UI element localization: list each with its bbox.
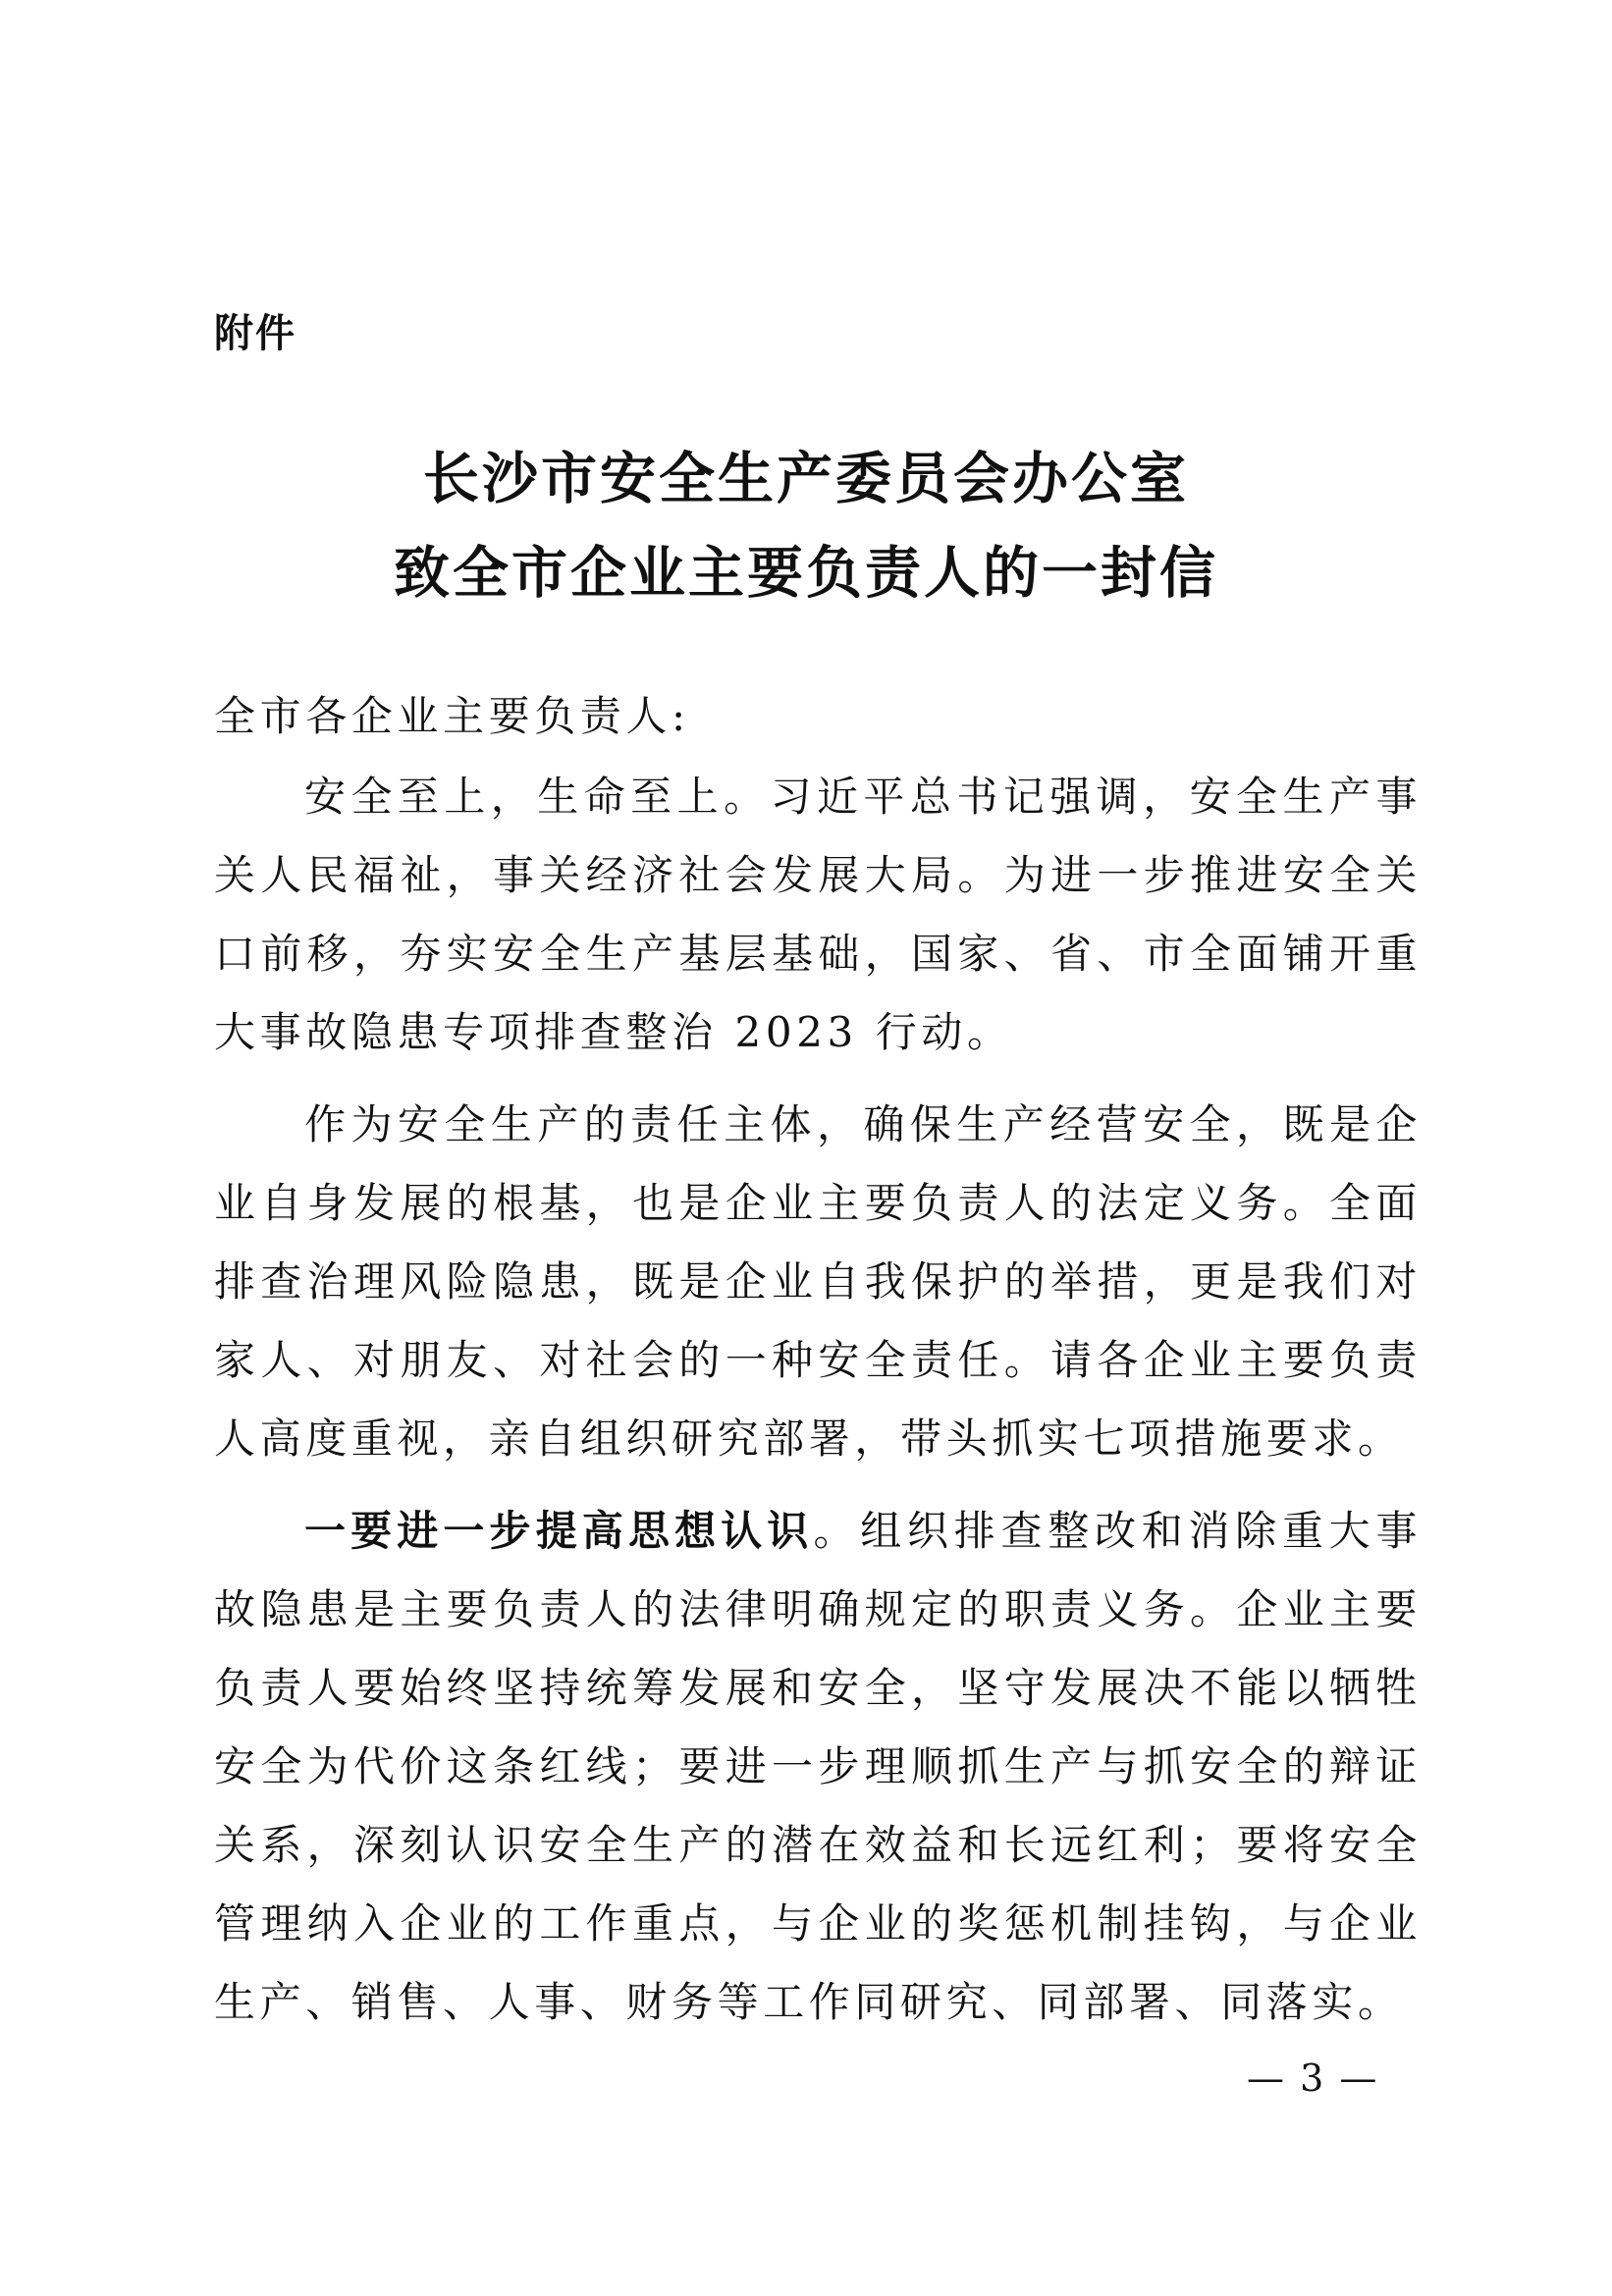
salutation: 全市各企业主要负责人: <box>214 692 690 740</box>
paragraph-3 <box>214 1492 1422 2042</box>
title-line-2: 致全市企业主要负责人的一封信 <box>394 540 1218 606</box>
paragraph-3-body: 。组织排查整改和消除重大事故隐患是主要负责人的法律明确规定的职责义务。企业主要负责人要始终坚持统筹发展和安全，坚守发展决不能以牺牲安全为代价这条红线；要进一步理顺抓生产与抓安全的辩证关系，深刻认识安全生产的潜在效益和长远红利；要将安全管理纳入企业的工作重点，与企业的奖惩机制挂钩，与企业生产、销售、人事、财务等工作同研究、同部署、同落实。 <box>214 1507 1422 2026</box>
paragraph-3-lead: 一要进一步提高思想认识 <box>304 1507 814 1555</box>
document-title <box>0 432 1612 620</box>
attachment-label: 附件 <box>214 311 296 356</box>
paragraph-gap <box>214 1072 1422 1086</box>
paragraph-gap <box>214 1478 1422 1492</box>
page-number: — 3 — <box>1247 2056 1379 2100</box>
title-line-1: 长沙市安全生产委员会办公室 <box>423 446 1189 511</box>
paragraph-2: 作为安全生产的责任主体，确保生产经营安全，既是企业自身发展的根基，也是企业主要负责人的法定义务。全面排查治理风险隐患，既是企业自我保护的举措，更是我们对家人、对朋友、对社会的一种安全责任。请各企业主要负责人高度重视，亲自组织研究部署，带头抓实七项措施要求。 <box>214 1100 1422 1463</box>
letter-body <box>214 677 1422 2042</box>
paragraph-1: 安全至上，生命至上。习近平总书记强调，安全生产事关人民福祉，事关经济社会发展大局。为进一步推进安全关口前移，夯实安全生产基层基础，国家、省、市全面铺开重大事故隐患专项排查整治 2023 行动。 <box>214 773 1422 1056</box>
